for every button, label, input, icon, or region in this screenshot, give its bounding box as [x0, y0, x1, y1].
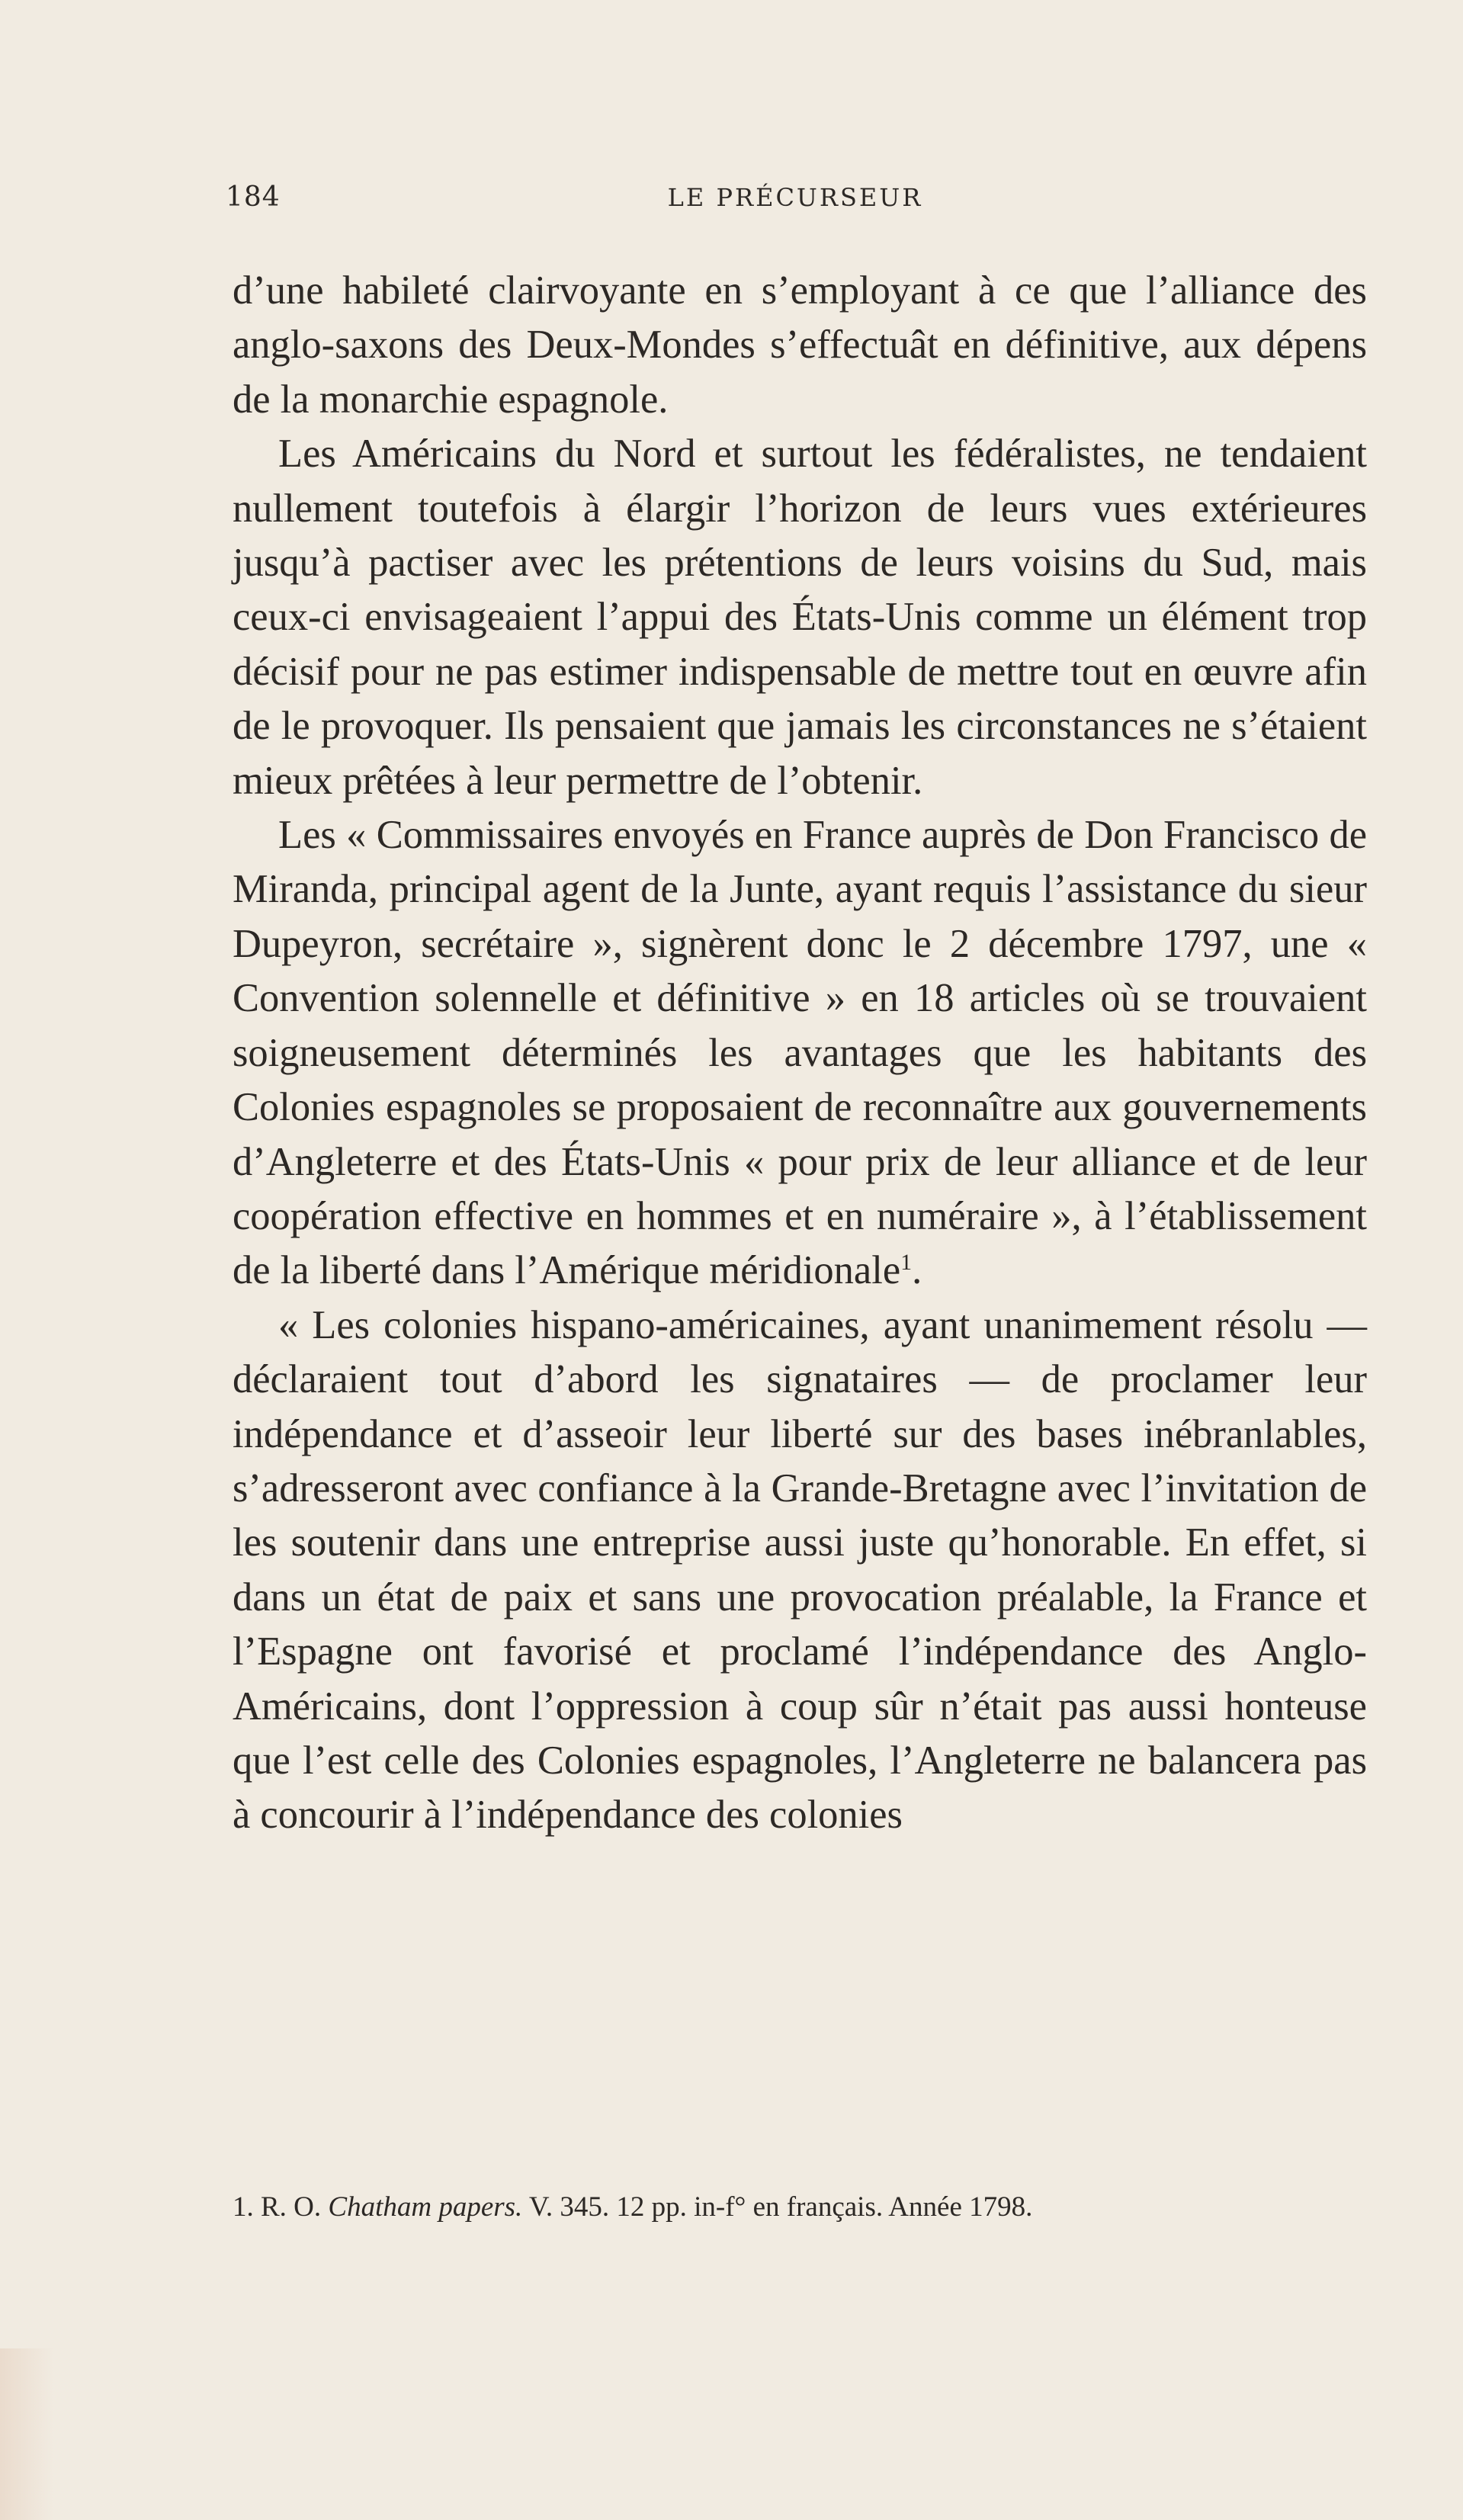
paragraph-commissaires — [233, 808, 1367, 1299]
paragraph-continuation: d’une habileté clairvoyante en s’employant à ce que l’alliance des anglo-saxons des Deux-Mondes s’effectuât en définitive, aux dépens de la monarchie espagnole. — [233, 268, 1367, 422]
footnote-title: Chatham papers. — [328, 2191, 523, 2223]
footnote-number: 1. — [233, 2191, 254, 2223]
footnote-reference: 1 — [900, 1250, 913, 1276]
footnote-source: R. O. — [261, 2191, 322, 2223]
page-number: 184 — [226, 181, 281, 213]
footnote-details: V. 345. 12 pp. in-f° en français. Année 1798. — [528, 2191, 1033, 2223]
paragraph-americains: Les Américains du Nord et surtout les fédéralistes, ne tendaient nullement toutefois à élargir l’horizon de leurs vues extérieures jusqu’à pactiser avec les prétentions de leurs voisins du Sud, mais ceux-ci envisageaient l’appui des États-Unis comme un élément trop décisif pour ne pas estimer indispensable de mettre tout en œuvre afin de le provoquer. Ils pensaient que jamais les circonstances ne s’étaient mieux prêtées à leur permettre de l’obtenir. — [233, 432, 1367, 803]
running-title: LE PRÉCURSEUR — [667, 183, 923, 212]
footnote — [233, 2187, 1367, 2228]
page-stain — [0, 2348, 53, 2520]
body-text — [233, 264, 1367, 1843]
paragraph-quotation: « Les colonies hispano-américaines, ayant unanimement résolu — déclaraient tout d’abord les signataires — de proclamer leur indépendance et d’asseoir leur liberté sur des bases inébranlables, s’adresseront avec confiance à la Grande-Bretagne avec l’invitation de les soutenir dans une entreprise aussi juste qu’honorable. En effet, si dans un état de paix et sans une provocation préalable, la France et l’Espagne ont favorisé et proclamé l’indépendance des Anglo-Américains, dont l’oppression à coup sûr n’était pas aussi honteuse que l’est celle des Colonies espagnoles, l’Angleterre ne balancera pas à concourir à l’indépendance des colonies — [233, 1302, 1367, 1838]
footnote-reference-period: . — [912, 1248, 922, 1293]
paragraph-commissaires-text: Les « Commissaires envoyés en France auprès de Don Francisco de Miranda, principal agent de la Junte, ayant requis l’assistance du sieur Dupeyron, secrétaire », signèrent donc le 2 décembre 1797, une « Convention solennelle et définitive » en 18 articles où se trouvaient soigneusement déterminés les avantages que les habitants des Colonies espagnoles se proposaient de reconnaître aux gouvernements d’Angleterre et des États-Unis « pour prix de leur alliance et de leur coopération effective en hommes et en numéraire », à l’établissement de la liberté dans l’Amérique méridionale — [233, 813, 1367, 1293]
page-header — [226, 181, 1365, 227]
